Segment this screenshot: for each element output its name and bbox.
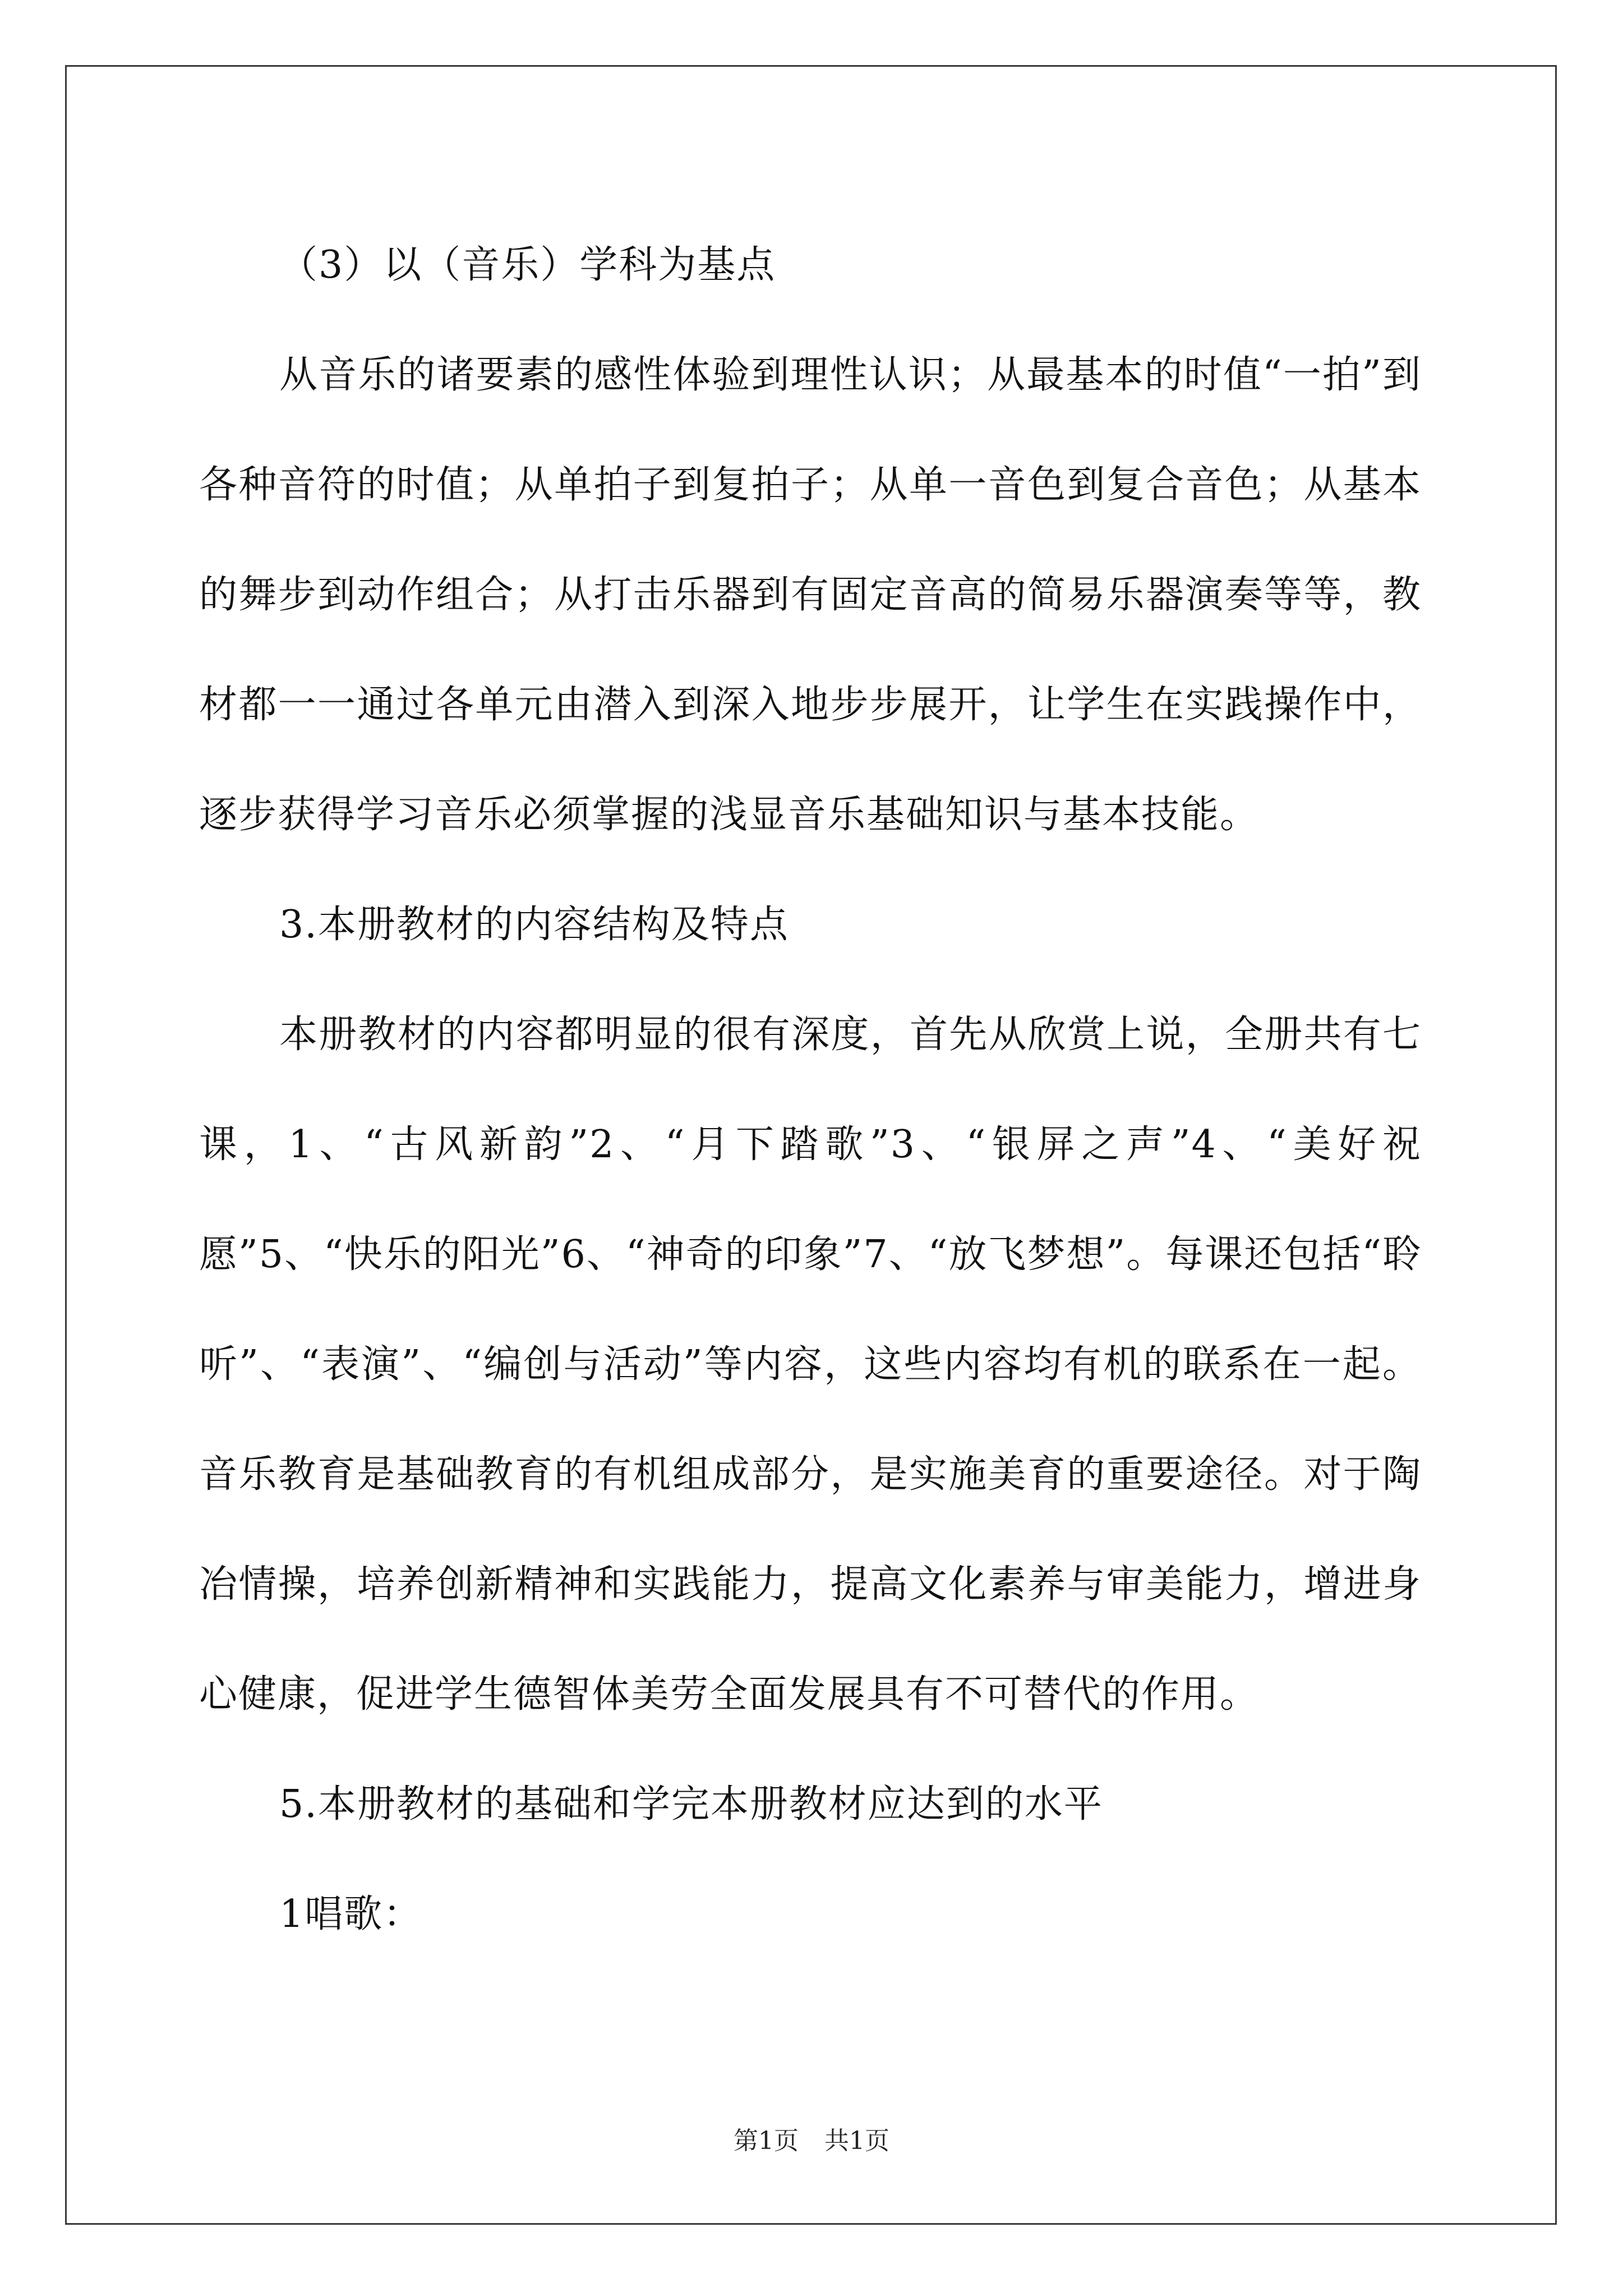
page-footer (0, 2120, 1623, 2156)
page-number-total: 共1页 (824, 2127, 889, 2155)
paragraph-heading-music-basis: （3）以（音乐）学科为基点 (279, 243, 776, 287)
paragraph-heading-level: 5.本册教材的基础和学完本册教材应达到的水平 (279, 1782, 1103, 1826)
page-number-current: 第1页 (734, 2127, 799, 2155)
paragraph-singing: 1唱歌： (279, 1892, 423, 1936)
paragraph-heading-structure: 3.本册教材的内容结构及特点 (279, 903, 789, 947)
paragraph-content-description: 本册教材的内容都明显的很有深度，首先从欣赏上说，全册共有七课，1、“古风新韵”2、“月下踏歌”3、“银屏之声”4、“美好祝愿”5、“快乐的阳光”6、“神奇的印象”7、“放飞梦想”。每课还包括“聆听”、“表演”、“编创与活动”等内容，这些内容均有机的联系在一起。音乐教育是基础教育的有机组成部分，是实施美育的重要途径。对于陶冶情操，培养创新精神和实践能力，提高文化素养与审美能力，增进身心健康，促进学生德智体美劳全面发展具有不可替代的作用。 (199, 1013, 1422, 1717)
paragraph-music-elements: 从音乐的诸要素的感性体验到理性认识；从最基本的时值“一拍”到各种音符的时值；从单拍子到复拍子；从单一音色到复合音色；从基本的舞步到动作组合；从打击乐器到有固定音高的简易乐器演奏等等，教材都一一通过各单元由潜入到深入地步步展开，让学生在实践操作中，逐步获得学习音乐必须掌握的浅显音乐基础知识与基本技能。 (199, 353, 1422, 837)
document-body (199, 210, 1422, 1970)
